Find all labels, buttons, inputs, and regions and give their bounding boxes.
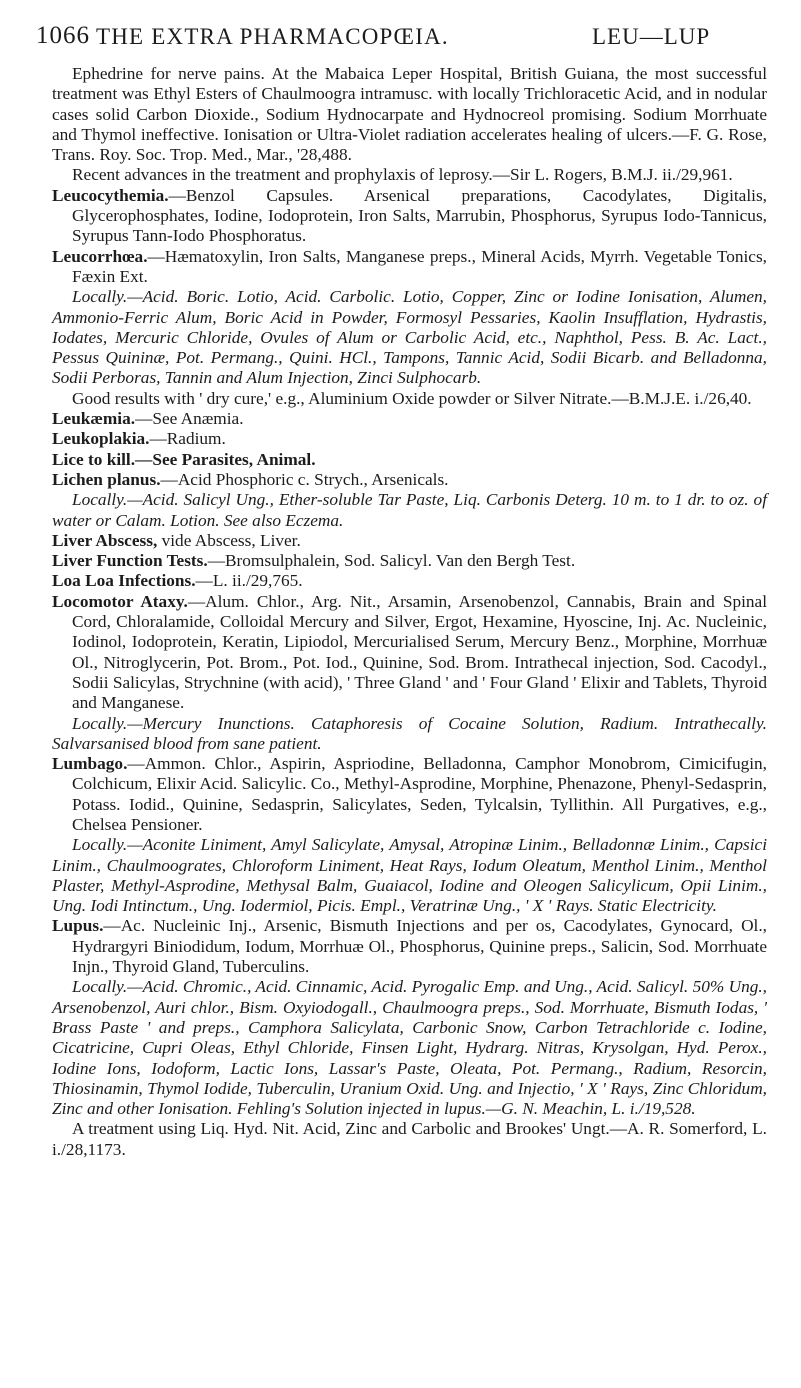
entry-heading: Lice to kill. — [52, 449, 136, 469]
entry-text: —Ac. Nucleinic Inj., Arsenic, Bismuth Injections and per os, Cacodylates, Gynocard, Ol., Hydrargyri Biniodidum, Iodum, Morrhuæ Ol., Phosphorus, Quinine preps., Salicin, Sod. Morrhuate Injn., Thyroid Gland, Tuberculins. — [72, 916, 767, 977]
entry-text: —Acid Phosphoric c. Strych., Arsenicals. — [160, 469, 449, 489]
entry-heading: Lupus. — [52, 916, 104, 936]
entry-lichen-planus — [52, 470, 767, 490]
running-header — [0, 22, 801, 62]
entry-heading: Leucorrhœa. — [52, 246, 148, 266]
locomotor-locally — [52, 714, 767, 755]
entry-loa-loa — [52, 571, 767, 591]
lupus-locally — [52, 977, 767, 1119]
entry-heading: Lumbago. — [52, 754, 128, 774]
page-number: 1066 — [36, 22, 90, 49]
locally-text: Locally.—Acid. Boric. Lotio, Acid. Carbolic. Lotio, Copper, Zinc or Iodine Ionisation, Alumen, Ammonio-Ferric Alum, Boric Acid in Powder, Formosyl Pessaries, Kaolin Insufflation, Hydrastis, Iodates, Mercuric Chloride, Ovules of Alum or Carbolic Acid, etc., Naphthol, Pess. B. Ac. Lact., Pessus Quininæ, Pot. Permang., Quini. HCl., Tampons, Tannic Acid, Sodii Bicarb. and Belladonna, Sodii Perboras, Tannin and Alum Injection, Zinci Sulphocarb. — [52, 287, 767, 388]
entry-lupus — [52, 916, 767, 977]
entry-heading: Locomotor Ataxy. — [52, 591, 188, 611]
lumbago-locally — [52, 835, 767, 916]
entry-locomotor-ataxy — [52, 592, 767, 714]
entry-text: —See Parasites, Animal. — [135, 449, 316, 469]
entry-lumbago — [52, 754, 767, 835]
entry-leukoplakia — [52, 429, 767, 449]
entry-liver-abscess — [52, 531, 767, 551]
locally-text: Locally.—Aconite Liniment, Amyl Salicylate, Amysal, Atropinæ Linim., Belladonnæ Linim., Capsici Linim., Chaulmoogrates, Chloroform Liniment, Heat Rays, Iodum Oleatum, Menthol Linim., Menthol Plaster, Methyl-Asprodine, Methysal Balm, Guaiacol, Iodine and Oleogen Salicylicum, Opii Linim., Ung. Iodi Intinctum., Ung. Iodermiol, Picis. Empl., Veratrinæ Ung., ' X ' Rays. Static Electricity. — [52, 835, 767, 916]
entry-leucorrhoea — [52, 247, 767, 288]
entry-heading: Leukoplakia. — [52, 429, 150, 449]
entry-heading: Lichen planus. — [52, 469, 161, 489]
entry-text: —Benzol Capsules. Arsenical preparations, Cacodylates, Digitalis, Glycerophosphates, Iodine, Iodoprotein, Iron Salts, Marrubin, Phosphorus, Syrupus Iodo-Tannicus, Syrupus Tann-Iodo Phosphoratus. — [72, 185, 767, 246]
entry-text: —Bromsulphalein, Sod. Salicyl. Van den Bergh Test. — [207, 551, 576, 571]
entry-heading: Liver Abscess, — [52, 530, 158, 550]
entry-text: —Ammon. Chlor., Aspirin, Aspriodine, Belladonna, Camphor Monobrom, Cimicifugin, Colchicum, Elixir Acid. Salicylic. Co., Methyl-Asprodine, Morphine, Phenazone, Phenyl-Sedasprin, Potass. Iodid., Quinine, Sedasprin, Salicylates, Seden, Tylcalsin, Tyllithin. All Purgatives, e.g., Chelsea Pensioner. — [72, 754, 767, 834]
entry-heading: Leukæmia. — [52, 409, 136, 429]
lupus-treatment: A treatment using Liq. Hyd. Nit. Acid, Zinc and Carbolic and Brookes' Ungt.—A. R. Somerford, L. i./28,1173. — [52, 1119, 767, 1159]
running-title: THE EXTRA PHARMACOPŒIA. — [96, 24, 449, 49]
entry-text: —Hæmatoxylin, Iron Salts, Manganese preps., Mineral Acids, Myrrh. Vegetable Tonics, Fæxin Ext. — [72, 246, 767, 286]
entry-leukaemia — [52, 409, 767, 429]
entry-text: —Radium. — [149, 429, 226, 449]
page-body — [52, 64, 767, 1160]
entry-leucocythemia — [52, 186, 767, 247]
paragraph-recent-advances: Recent advances in the treatment and prophylaxis of leprosy.—Sir L. Rogers, B.M.J. ii./29,961. — [72, 165, 733, 185]
locally-text: Locally.—Acid. Chromic., Acid. Cinnamic, Acid. Pyrogalic Emp. and Ung., Acid. Salicyl. 50% Ung., Arsenobenzol, Auri chlor., Bism. Oxyiodogall., Chaulmoogra preps., Sod. Morrhuate, Bismuth Iodas, ' Brass Paste ' and preps., Camphora Salicylata, Carbonic Snow, Carbon Tetrachloride c. Iodine, Cicatricine, Cupri Oleas, Ethyl Chloride, Finsen Light, Hydrarg. Nitras, Krysolgan, Hyd. Perox., Iodine Ions, Iodoform, Lactic Ions, Lassar's Paste, Oleata, Pot. Permang., Radium, Resorcin, Thiosinamin, Thymol Iodide, Tuberculin, Uranium Oxid. Ung. and Injectio, ' X ' Rays, Zinc Chloridum, Zinc and other Ionisation. Fehling's Solution injected in lupus.—G. N. Meachin, L. i./19,528. — [52, 977, 767, 1119]
entry-text: —Alum. Chlor., Arg. Nit., Arsamin, Arsenobenzol, Cannabis, Brain and Spinal Cord, Chloralamide, Colloidal Mercury and Silver, Ergot, Hexamine, Hyoscine, Inj. Ac. Nucleinic, Iodinol, Iodoprotein, Keratin, Lipiodol, Mercurialised Serum, Mercury Benz., Morphine, Morrhuæ Ol., Nitroglycerin, Pot. Brom., Pot. Iod., Quinine, Sod. Brom. Intrathecal injection, Sod. Cacodyl., Sodii Salicylas, Strychnine (with acid), ' Three Gland ' and ' Four Gland ' Elixir and Tablets, Thyroid and Manganese. — [72, 591, 767, 713]
leucorrhoea-good-results: Good results with ' dry cure,' e.g., Aluminium Oxide powder or Silver Nitrate.—B.M.J.E. i./26,40. — [72, 388, 752, 408]
entry-heading: Loa Loa Infections. — [52, 571, 196, 591]
locally-text: Locally.—Mercury Inunctions. Cataphoresis of Cocaine Solution, Radium. Intrathecally. Salvarsanised blood from sane patient. — [52, 713, 767, 753]
entry-heading: Liver Function Tests. — [52, 551, 208, 571]
lichen-locally — [52, 490, 767, 531]
entry-liver-function-tests — [52, 551, 767, 571]
entry-heading: Leucocythemia. — [52, 185, 169, 205]
entry-range: LEU—LUP — [592, 24, 711, 49]
paragraph-ephedrine: Ephedrine for nerve pains. At the Mabaica Leper Hospital, British Guiana, the most successful treatment was Ethyl Esters of Chaulmoogra intramusc. with locally Trichloracetic Acid, and in nodular cases solid Carbon Dioxide., Sodium Hydnocarpate and Hydnocreol promising. Sodium Morrhuate and Thymol ineffective. Ionisation or Ultra-Violet radiation accelerates healing of ulcers.—F. G. Rose, Trans. Roy. Soc. Trop. Med., Mar., '28,488. — [52, 64, 767, 165]
entry-text: —L. ii./29,765. — [195, 571, 303, 591]
leucorrhoea-locally — [52, 287, 767, 388]
entry-text: vide Abscess, Liver. — [157, 530, 301, 550]
entry-text: —See Anæmia. — [135, 409, 244, 429]
locally-text: Locally.—Acid. Salicyl Ung., Ether-soluble Tar Paste, Liq. Carbonis Deterg. 10 m. to 1 dr. to oz. of water or Calam. Lotion. See also Eczema. — [52, 490, 767, 530]
entry-lice — [52, 450, 767, 470]
